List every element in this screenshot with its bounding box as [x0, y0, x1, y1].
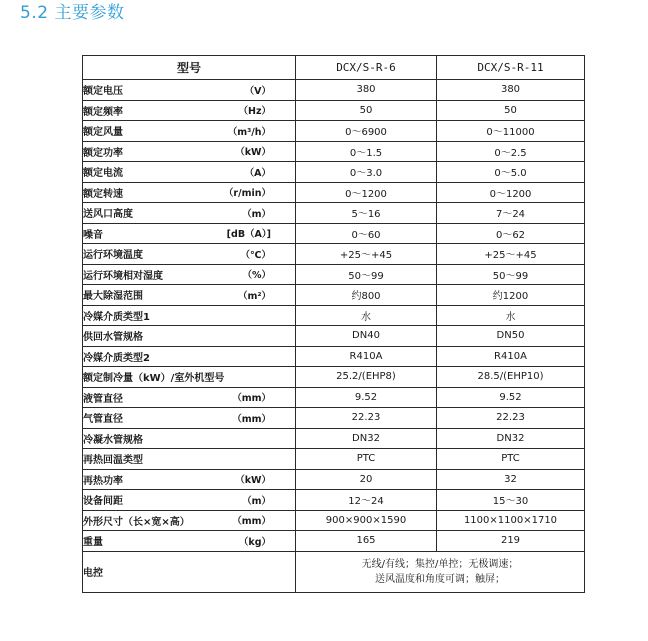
- param-unit: [dB（A）]: [226, 229, 271, 241]
- value-cell-model-1: 50～99: [296, 264, 437, 285]
- param-cell: [83, 346, 296, 367]
- value-cell-model-2: +25～+45: [437, 244, 585, 265]
- value-cell-model-1: 22.23: [296, 408, 437, 429]
- param-label: 额定功率: [83, 147, 123, 159]
- param-cell: [83, 326, 296, 347]
- param-cell: [83, 80, 296, 101]
- param-unit: （m）: [242, 495, 271, 507]
- table-row: [83, 203, 585, 224]
- table-row: [83, 531, 585, 552]
- control-line1: 无线/有线；集控/单控；无极调速；: [361, 558, 519, 570]
- table-row: [83, 367, 585, 388]
- value-cell-model-1: 12～24: [296, 490, 437, 511]
- param-cell: [83, 121, 296, 142]
- value-cell-model-2: PTC: [437, 449, 585, 470]
- value-cell-model-2: 0～62: [437, 223, 585, 244]
- param-cell: [83, 531, 296, 552]
- value-cell-model-2: DN50: [437, 326, 585, 347]
- param-label: 冷媒介质类型2: [83, 352, 150, 364]
- param-label: 外形尺寸（长×宽×高）: [83, 516, 190, 528]
- param-cell: [83, 100, 296, 121]
- table-row: [83, 182, 585, 203]
- param-unit: （m）: [242, 208, 271, 220]
- model-header: 型号: [83, 56, 296, 80]
- value-cell-model-2: 1100×1100×1710: [437, 510, 585, 531]
- param-label: 再热回温类型: [83, 455, 143, 467]
- value-cell-model-2: 380: [437, 80, 585, 101]
- value-cell-model-2: R410A: [437, 346, 585, 367]
- param-label: 冷媒介质类型1: [83, 311, 150, 323]
- param-label: 噪音: [83, 229, 103, 241]
- value-cell-model-2: 219: [437, 531, 585, 552]
- table-row: [83, 346, 585, 367]
- param-unit: （kg）: [238, 536, 271, 548]
- param-cell: [83, 285, 296, 306]
- value-cell-model-1: 380: [296, 80, 437, 101]
- value-cell-model-2: 水: [437, 305, 585, 326]
- table-row: [83, 387, 585, 408]
- value-cell-model-1: 50: [296, 100, 437, 121]
- value-cell-model-2: 28.5/(EHP10): [437, 367, 585, 388]
- param-label: 额定电流: [83, 168, 123, 180]
- value-cell-model-1: 水: [296, 305, 437, 326]
- param-cell: [83, 428, 296, 449]
- table-row: [83, 244, 585, 265]
- value-cell-model-1: 0～1200: [296, 182, 437, 203]
- param-cell: [83, 449, 296, 470]
- param-label: 额定电压: [83, 86, 123, 98]
- value-cell-model-2: 9.52: [437, 387, 585, 408]
- value-cell-model-1: R410A: [296, 346, 437, 367]
- param-label: 供回水管规格: [83, 332, 143, 344]
- param-unit: （mm）: [232, 516, 271, 528]
- value-cell-model-1: 0～1.5: [296, 141, 437, 162]
- param-label: 气管直径: [83, 414, 123, 426]
- param-label: 最大除湿范围: [83, 291, 143, 303]
- value-cell-model-1: DN40: [296, 326, 437, 347]
- table-row: [83, 80, 585, 101]
- param-label: 额定频率: [83, 106, 123, 118]
- value-cell-model-2: 约1200: [437, 285, 585, 306]
- value-cell-model-2: 50～99: [437, 264, 585, 285]
- value-cell-model-2: 0～5.0: [437, 162, 585, 183]
- param-label: 运行环境温度: [83, 250, 143, 262]
- param-cell: [83, 469, 296, 490]
- value-cell-model-1: 0～3.0: [296, 162, 437, 183]
- param-cell: [83, 387, 296, 408]
- value-cell-model-2: 0～1200: [437, 182, 585, 203]
- table-row: [83, 141, 585, 162]
- value-cell-model-1: 9.52: [296, 387, 437, 408]
- value-cell-model-1: 25.2/(EHP8): [296, 367, 437, 388]
- value-cell-model-1: 0～6900: [296, 121, 437, 142]
- value-cell-model-1: 约800: [296, 285, 437, 306]
- spec-table-body: [83, 80, 585, 593]
- param-cell: [83, 510, 296, 531]
- param-unit: （Hz）: [238, 106, 271, 118]
- table-row: [83, 326, 585, 347]
- param-label: 再热功率: [83, 475, 123, 487]
- control-line2: 送风温度和角度可调；触屏；: [375, 573, 505, 585]
- param-cell: [83, 244, 296, 265]
- value-cell-model-2: 22.23: [437, 408, 585, 429]
- table-row: [83, 264, 585, 285]
- value-cell-model-2: 0～11000: [437, 121, 585, 142]
- param-label: 设备间距: [83, 496, 123, 508]
- value-cell-model-1: 165: [296, 531, 437, 552]
- table-row: [83, 469, 585, 490]
- value-cell-model-2: 50: [437, 100, 585, 121]
- table-row: [83, 449, 585, 470]
- param-cell: [83, 408, 296, 429]
- param-label: 冷凝水管规格: [83, 434, 143, 446]
- table-row: [83, 100, 585, 121]
- param-cell: [83, 141, 296, 162]
- param-label: 送风口高度: [83, 209, 133, 221]
- table-header-row: [83, 56, 585, 80]
- value-cell-model-1: +25～+45: [296, 244, 437, 265]
- value-cell-model-2: 15～30: [437, 490, 585, 511]
- param-unit: （r/min）: [223, 188, 271, 200]
- model-col-1-header: DCX/S-R-6: [296, 56, 437, 80]
- value-cell-model-2: 32: [437, 469, 585, 490]
- value-cell-model-1: 5～16: [296, 203, 437, 224]
- spec-table: [82, 55, 585, 593]
- param-cell: [83, 223, 296, 244]
- param-unit: （m³/h）: [227, 126, 271, 138]
- value-cell-model-2: 0～2.5: [437, 141, 585, 162]
- value-cell-model-1: 20: [296, 469, 437, 490]
- value-cell-model-1: PTC: [296, 449, 437, 470]
- value-cell-model-1: DN32: [296, 428, 437, 449]
- value-cell-model-2: DN32: [437, 428, 585, 449]
- model-col-2-header: DCX/S-R-11: [437, 56, 585, 80]
- param-cell: [83, 182, 296, 203]
- param-unit: （kW）: [235, 475, 271, 487]
- param-label: 重量: [83, 537, 103, 549]
- param-cell: [83, 264, 296, 285]
- value-cell-model-1: 900×900×1590: [296, 510, 437, 531]
- param-unit: （kW）: [235, 147, 271, 159]
- table-row: [83, 121, 585, 142]
- param-cell: [83, 305, 296, 326]
- table-row: [83, 162, 585, 183]
- param-cell: [83, 367, 296, 388]
- param-label: 额定转速: [83, 188, 123, 200]
- section-title: 5.2 主要参数: [20, 3, 125, 23]
- param-label: 电控: [83, 568, 103, 579]
- table-row: [83, 285, 585, 306]
- table-row: [83, 510, 585, 531]
- param-label: 额定风量: [83, 127, 123, 139]
- param-unit: （A）: [244, 167, 271, 179]
- param-cell: [83, 162, 296, 183]
- param-cell: [83, 551, 296, 592]
- param-cell: [83, 490, 296, 511]
- param-label: 运行环境相对湿度: [83, 270, 163, 282]
- param-unit: （℃）: [240, 249, 271, 261]
- param-unit: （%）: [242, 270, 271, 282]
- param-unit: （m²）: [237, 290, 271, 302]
- table-row: [83, 428, 585, 449]
- param-label: 液管直径: [83, 393, 123, 405]
- value-cell-model-1: 0～60: [296, 223, 437, 244]
- param-label: 额定制冷量（kW）/室外机型号: [83, 373, 225, 385]
- param-unit: （V）: [244, 85, 271, 97]
- table-row-control: [83, 551, 585, 592]
- table-row: [83, 490, 585, 511]
- control-value-cell: [296, 551, 585, 592]
- table-row: [83, 305, 585, 326]
- param-cell: [83, 203, 296, 224]
- table-row: [83, 223, 585, 244]
- value-cell-model-2: 7～24: [437, 203, 585, 224]
- param-unit: （mm）: [232, 393, 271, 405]
- table-row: [83, 408, 585, 429]
- param-unit: （mm）: [232, 413, 271, 425]
